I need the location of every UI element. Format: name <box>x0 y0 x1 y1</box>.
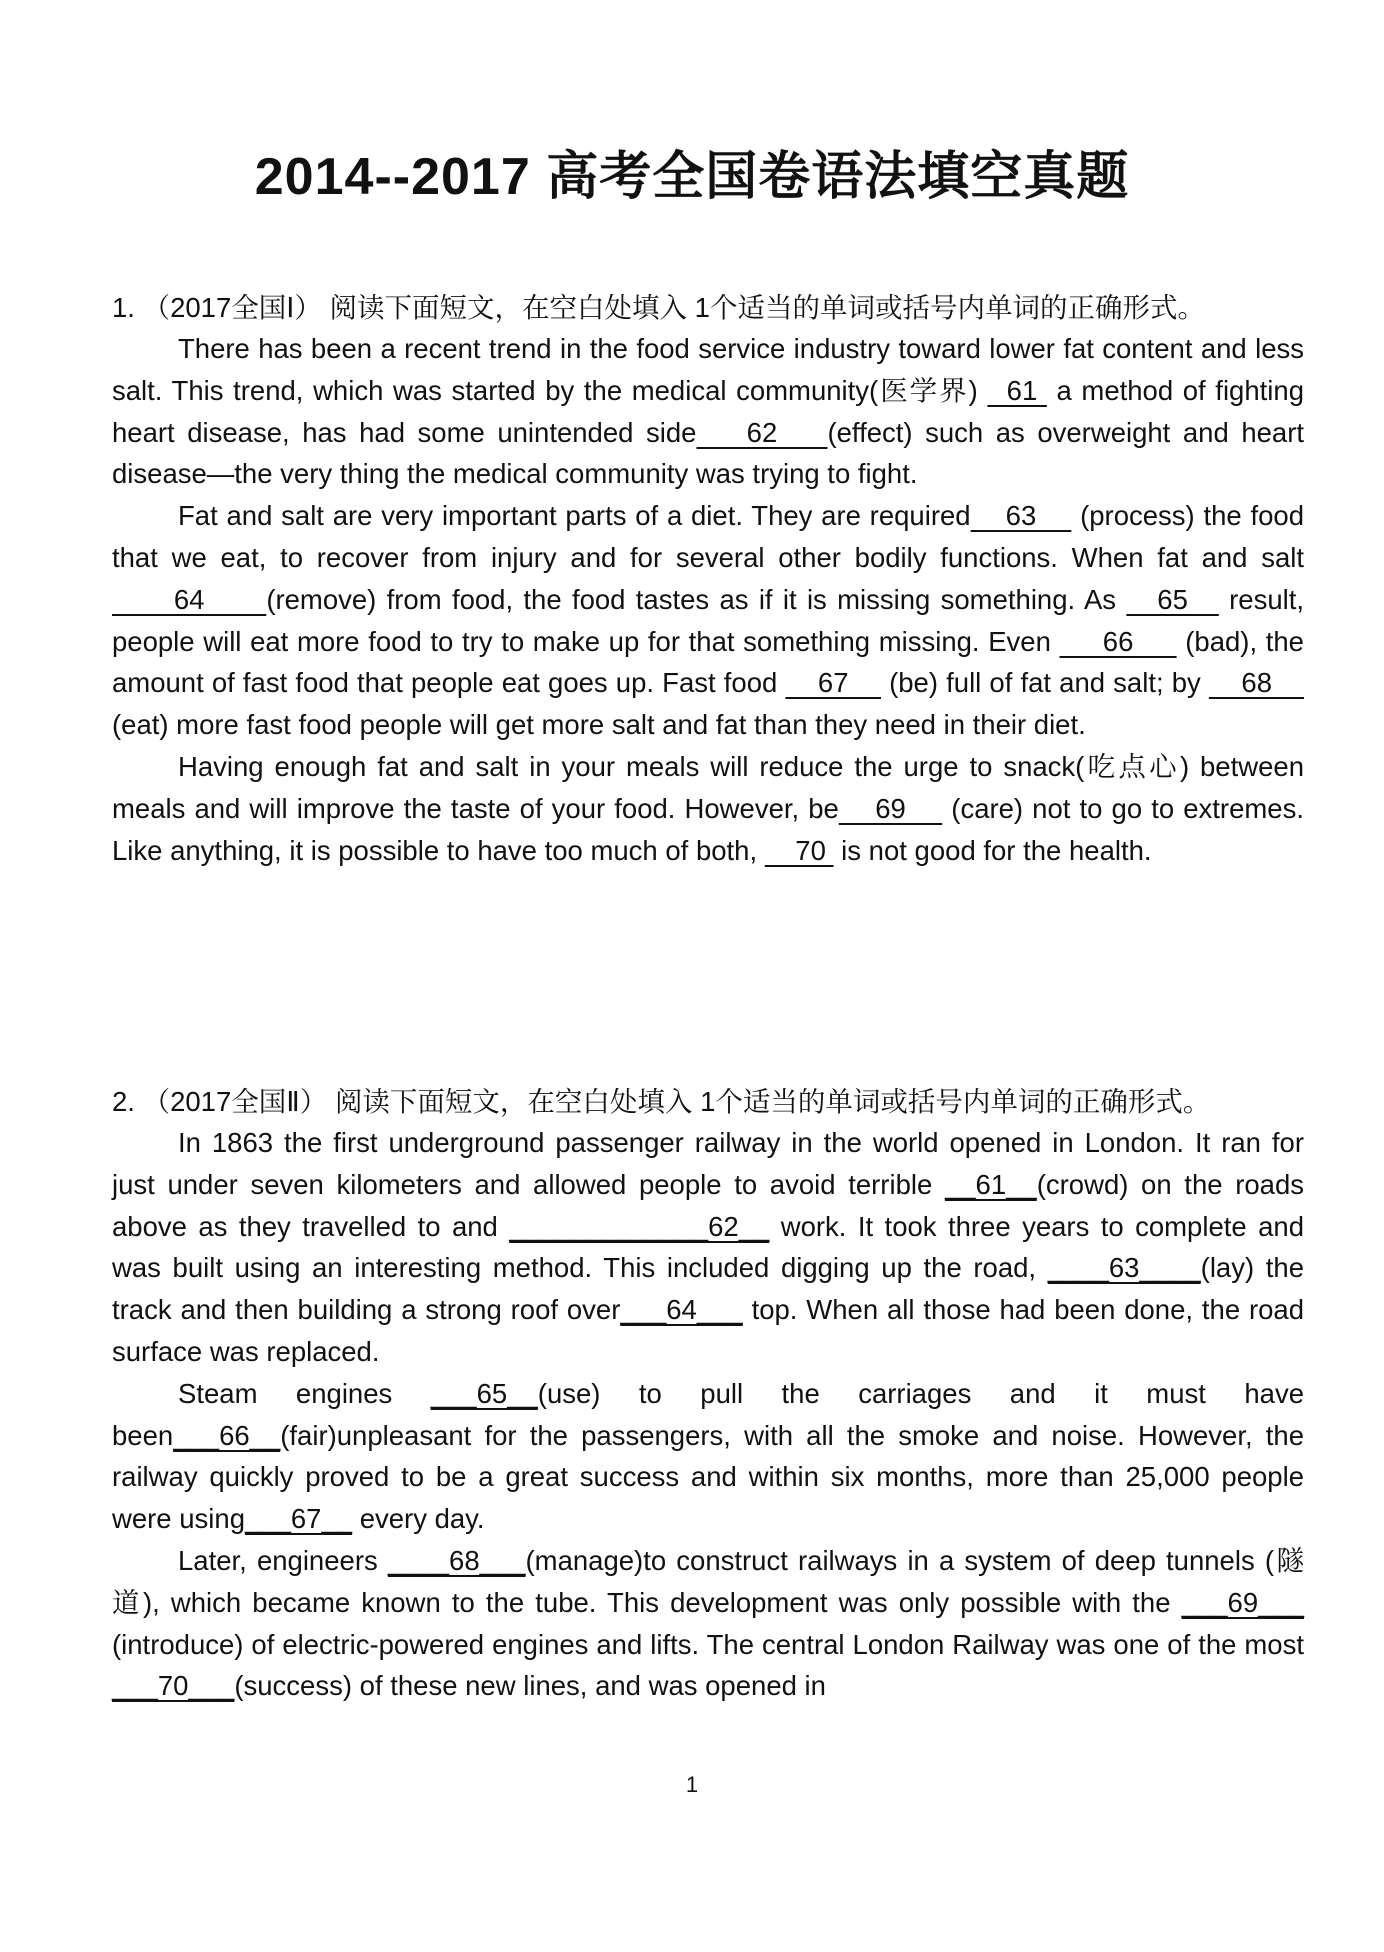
blank-61: 61 <box>987 374 1047 406</box>
passage-text: work. It took three years to complete and was built using an interesting method. This included digging up the road, <box>112 1210 1304 1284</box>
passage-text: Steam engines <box>178 1377 431 1409</box>
passage-text: (eat) more fast food people will get more salt and fat than they need in their diet. <box>112 709 1086 741</box>
passage-text: In 1863 the first underground passenger railway in the world opened in London. It ran for just under seven kilometers and allowed people to avoid terrible <box>112 1127 1304 1200</box>
blank-66: ___66__ <box>173 1419 281 1451</box>
passage-text: is not good for the health. <box>833 834 1152 866</box>
question-number: 2. <box>112 1086 135 1117</box>
passage-text: (introduce) of electric-powered engines and lifts. The central London Railway was one of the most <box>112 1628 1304 1660</box>
passage-paragraph <box>112 746 1304 871</box>
passage-text: (effect) such as overweight and heart disease—the very thing the medical community was trying to fight. <box>112 416 1304 490</box>
blank-66: 66 <box>1059 625 1177 657</box>
passage-text: (bad), the amount of fast food that people eat goes up. Fast food <box>112 625 1304 699</box>
passage-text: (lay) the track and then building a strong roof over <box>112 1252 1304 1326</box>
question-2-header <box>112 1082 1304 1122</box>
passage-text: (remove) from food, the food tastes as if it is missing something. As <box>266 583 1127 615</box>
blank-69: ___69___ <box>1181 1586 1304 1618</box>
passage-paragraph <box>112 328 1304 495</box>
blank-65: 65 <box>1126 583 1219 615</box>
blank-70: 70 <box>764 834 834 866</box>
question-instruction: 阅读下面短文，在空白处填入 1个适当的单词或括号内单词的正确形式。 <box>329 292 1205 323</box>
blank-65: ___65__ <box>430 1377 538 1409</box>
question-source: （2017全国Ⅰ） <box>142 292 322 323</box>
question-2 <box>112 1082 1304 1707</box>
question-number: 1. <box>112 292 135 323</box>
passage-paragraph <box>112 1540 1304 1707</box>
passage-text: (crowd) on the roads above as they travelled to and <box>112 1168 1304 1242</box>
blank-63: 63 <box>970 500 1072 532</box>
passage-text: Fat and salt are very important parts of a diet. They are required <box>178 500 971 532</box>
page-title: 2014--2017 高考全国卷语法填空真题 <box>254 148 1130 206</box>
blank-67: ___67__ <box>245 1503 353 1535</box>
blank-62: 62 <box>696 416 828 448</box>
passage-text: (be) full of fat and salt; by <box>880 667 1209 699</box>
passage-paragraph <box>112 495 1304 746</box>
passage-text: (process) the food that we eat, to recover from injury and for several other bodily functions. When fat and salt <box>112 500 1304 573</box>
passage-text: a method of fighting heart disease, has had some unintended side <box>112 374 1304 448</box>
passage-text: (care) not to go to extremes. Like anything, it is possible to have too much of both, <box>112 792 1304 866</box>
blank-62: _____________62__ <box>509 1210 770 1242</box>
blank-67: 67 <box>785 667 881 699</box>
blank-68: 68 <box>1208 667 1304 699</box>
blank-61: __61__ <box>944 1168 1037 1200</box>
blank-69: 69 <box>838 792 943 824</box>
passage-paragraph <box>112 1373 1304 1540</box>
passage-text: (success) of these new lines, and was opened in <box>234 1670 826 1702</box>
page-number: 1 <box>685 1772 699 1797</box>
passage-text: top. When all those had been done, the road surface was replaced. <box>112 1294 1305 1367</box>
passage-paragraph <box>112 1122 1304 1373</box>
blank-63: ____63____ <box>1047 1252 1201 1284</box>
question-1 <box>112 288 1304 871</box>
passage-text: (manage)to construct railways in a system of deep tunnels (隧道), which became known to the tube. This development was only possible with the <box>112 1544 1304 1618</box>
passage-text: (use) to pull the carriages and it must have been <box>112 1377 1304 1451</box>
passage-text: There has been a recent trend in the food service industry toward lower fat content and less salt. This trend, which was started by the medical community(医学界) <box>112 333 1304 406</box>
passage-text: every day. <box>352 1503 485 1535</box>
blank-70: ___70___ <box>112 1670 235 1702</box>
passage-text: result, people will eat more food to try to make up for that something missing. Even <box>112 583 1305 657</box>
question-instruction: 阅读下面短文，在空白处填入 1个适当的单词或括号内单词的正确形式。 <box>334 1086 1211 1117</box>
blank-68: ____68___ <box>387 1544 526 1576</box>
passage-text: Later, engineers <box>178 1544 388 1576</box>
passage-text: (fair)unpleasant for the passengers, with all the smoke and noise. However, the railway quickly proved to be a great success and within six months, more than 25,000 people were using <box>112 1419 1304 1535</box>
question-1-header <box>112 288 1304 328</box>
blank-64: 64 <box>112 583 267 615</box>
passage-text: Having enough fat and salt in your meals will reduce the urge to snack(吃点心) between meals and will improve the taste of your food. However, be <box>112 750 1304 824</box>
question-source: （2017全国Ⅱ） <box>142 1086 328 1117</box>
blank-64: ___64___ <box>620 1294 743 1326</box>
